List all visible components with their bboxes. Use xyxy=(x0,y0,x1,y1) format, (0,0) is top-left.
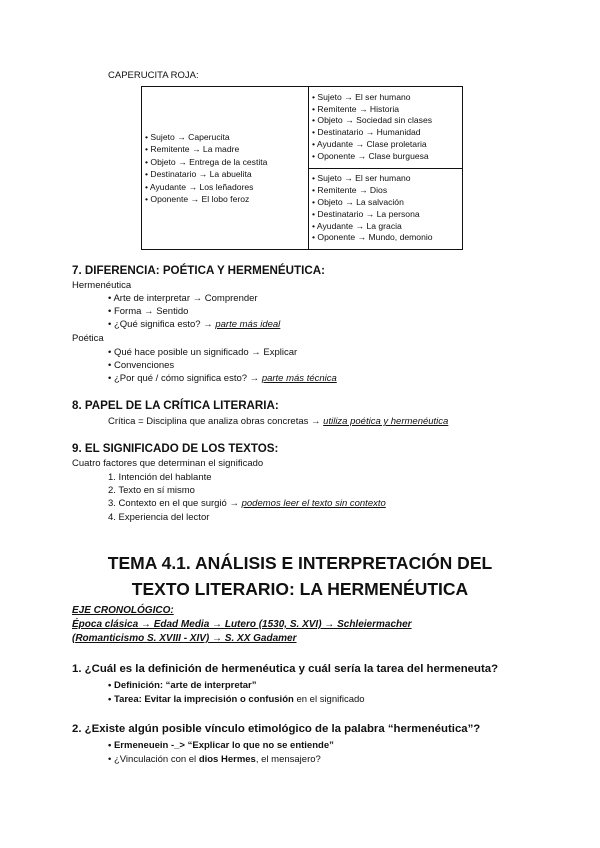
list-item: • Ermeneuein -_> “Explicar lo que no se entiende” xyxy=(108,740,334,751)
list-item: • Qué hace posible un significado → Explicar xyxy=(108,347,298,358)
table-line: • Destinatario → La persona xyxy=(312,208,420,219)
table-line: • Ayudante → La gracia xyxy=(312,220,402,231)
list-item: • ¿Por qué / cómo significa esto? → parte más técnica xyxy=(108,373,337,384)
list-item: 3. Contexto en el que surgió → podemos leer el texto sin contexto xyxy=(108,498,386,509)
eje-line-2: (Romanticismo S. XVIII - XIV) → S. XX Gadamer xyxy=(72,633,297,644)
table-line: • Oponente → El lobo feroz xyxy=(145,194,250,204)
table-line: • Sujeto → El ser humano xyxy=(312,173,411,184)
list-item: • ¿Vinculación con el dios Hermes, el mensajero? xyxy=(108,754,321,765)
underlined-note: parte más ideal xyxy=(215,319,281,330)
list-item: • Convenciones xyxy=(108,360,175,371)
table-line: • Sujeto → Caperucita xyxy=(145,131,230,142)
underlined-note: podemos leer el texto sin contexto xyxy=(241,498,386,509)
table-line: • Objeto → Entrega de la cestita xyxy=(145,156,268,167)
table-cell-christian xyxy=(309,168,463,250)
table-cell-marxist xyxy=(309,87,463,169)
table-line: • Objeto → La salvación xyxy=(312,196,404,207)
list-item: • ¿Qué significa esto? → parte más ideal xyxy=(108,319,281,330)
table-line: • Objeto → Sociedad sin clases xyxy=(312,115,433,126)
table-line: • Ayudante → Los leñadores xyxy=(145,181,254,192)
underlined-note: utiliza poética y hermenéutica xyxy=(323,416,449,427)
tema-title-line-1: TEMA 4.1. ANÁLISIS E INTERPRETACIÓN DEL xyxy=(107,553,493,573)
eje-label: EJE CRONOLÓGICO: xyxy=(72,605,174,616)
table-line: • Remitente → Historia xyxy=(312,103,400,114)
table-line: • Destinatario → La abuelita xyxy=(145,169,252,179)
table-line: • Remitente → Dios xyxy=(312,185,388,196)
list-item: • Tarea: Evitar la imprecisión o confusión en el significado xyxy=(108,694,365,705)
section-9-intro: Cuatro factores que determinan el significado xyxy=(72,458,264,469)
poetica-label: Poética xyxy=(72,333,104,344)
list-item: 4. Experiencia del lector xyxy=(108,512,210,523)
question-2-title: 2. ¿Existe algún posible vínculo etimológico de la palabra “hermenéutica”? xyxy=(72,723,481,735)
hermeneutica-label: Hermenéutica xyxy=(72,280,132,291)
tema-title-line-2: TEXTO LITERARIO: LA HERMENÉUTICA xyxy=(131,579,469,599)
critica-definition: Crítica = Disciplina que analiza obras concretas → utiliza poética y hermenéutica xyxy=(108,416,449,427)
section-9-title: 9. EL SIGNIFICADO DE LOS TEXTOS: xyxy=(72,442,279,455)
table-line: • Oponente → Clase burguesa xyxy=(312,150,429,161)
table-caption: CAPERUCITA ROJA: xyxy=(108,70,199,81)
question-1-title: 1. ¿Cuál es la definición de hermenéutica y cuál sería la tarea del hermeneuta? xyxy=(72,663,499,675)
section-7-title: 7. DIFERENCIA: POÉTICA Y HERMENÉUTICA: xyxy=(72,264,325,277)
table-line: • Sujeto → El ser humano xyxy=(312,91,411,102)
section-8-title: 8. PAPEL DE LA CRÍTICA LITERARIA: xyxy=(72,399,279,412)
table-line: • Remitente → La madre xyxy=(145,144,240,154)
table-line: • Oponente → Mundo, demonio xyxy=(312,232,433,243)
list-item: • Arte de interpretar → Comprender xyxy=(108,293,258,304)
underlined-note: parte más técnica xyxy=(261,373,337,384)
table-cell-caperucita xyxy=(142,87,309,250)
list-item: 2. Texto en sí mismo xyxy=(108,485,195,496)
actantial-table xyxy=(141,86,463,250)
list-item: • Definición: “arte de interpretar” xyxy=(108,680,257,691)
table-line: • Destinatario → Humanidad xyxy=(312,127,421,138)
eje-line-1: Época clásica → Edad Media → Lutero (1530, S. XVI) → Schleiermacher xyxy=(72,619,412,630)
table-line: • Ayudante → Clase proletaria xyxy=(312,139,427,150)
list-item: 1. Intención del hablante xyxy=(108,472,212,483)
list-item: • Forma → Sentido xyxy=(108,306,189,317)
